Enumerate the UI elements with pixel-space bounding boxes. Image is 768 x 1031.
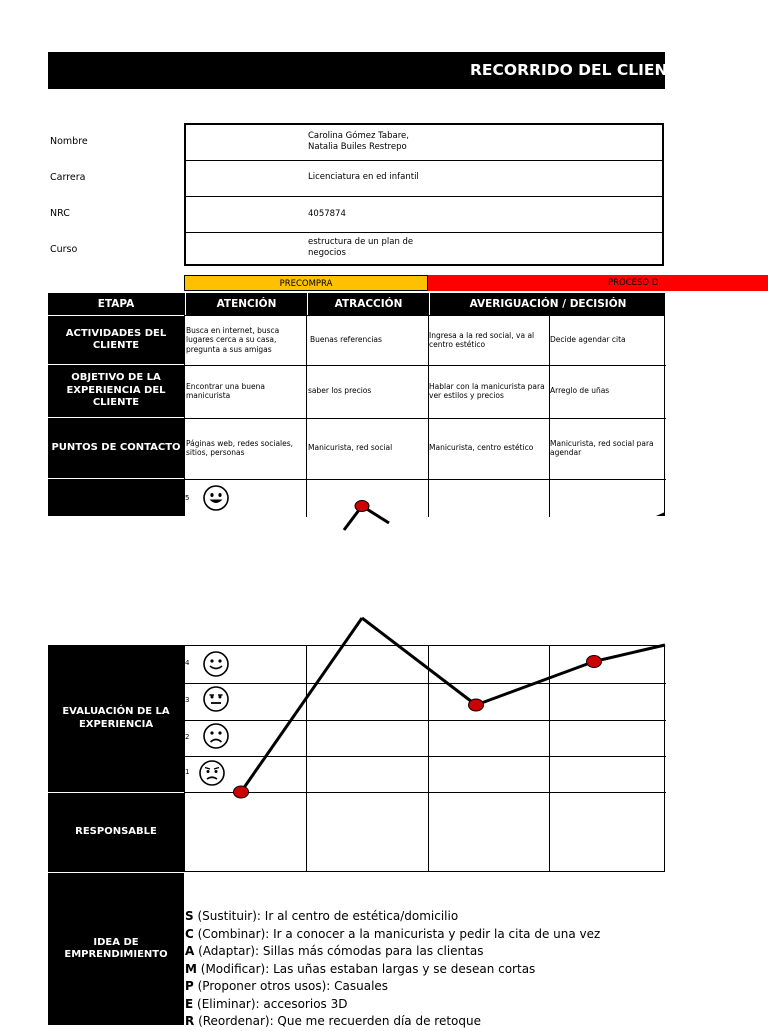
cell-puntos-1: Páginas web, redes sociales, sitios, personas	[186, 438, 294, 457]
phase-precompra: PRECOMPRA	[184, 275, 428, 291]
idea-p: P (Proponer otros usos): Casuales	[185, 979, 389, 993]
journey-point	[234, 786, 249, 798]
journey-point	[587, 656, 602, 668]
cell-actividades-1: Busca en internet, busca lugares cerca a su casa, pregunta a sus amigas	[186, 325, 280, 354]
score-4: 4	[185, 659, 190, 667]
journey-chart	[184, 645, 665, 805]
journey-point-atraccion	[355, 501, 369, 512]
idea-a: A (Adaptar): Sillas más cómodas para las clientas	[185, 944, 484, 958]
value-curso: estructura de un plan de negocios	[308, 237, 414, 258]
cell-objetivo-4: Arreglo de uñas	[550, 386, 610, 396]
value-nrc: 4057874	[308, 209, 346, 219]
header-etapa: ETAPA	[97, 298, 135, 310]
score-5: 5	[185, 494, 190, 502]
phase-proceso: PROCESO D	[428, 275, 768, 291]
row-label-actividades: ACTIVIDADES DEL CLIENTE	[48, 316, 184, 364]
cell-actividades-3: Ingresa a la red social, va al centro estético	[429, 330, 535, 349]
header-atraccion: ATRACCIÓN	[307, 293, 429, 315]
idea-r: R (Reordenar): Que me recuerden día de retoque	[185, 1014, 481, 1028]
header-averiguacion: AVERIGUACIÓN / DECISIÓN	[429, 293, 666, 315]
cell-puntos-3: Manicurista, centro estético	[429, 443, 534, 453]
idea-e: E (Eliminar): accesorios 3D	[185, 996, 348, 1011]
journey-chart-upper	[184, 479, 665, 516]
cell-actividades-2: Buenas referencias	[310, 335, 382, 345]
label-curso: Curso	[50, 244, 78, 255]
cell-objetivo-1: Encontrar una buena manicurista	[186, 381, 266, 400]
idea-m: M (Modificar): Las uñas estaban largas y se desean cortas	[185, 961, 536, 976]
value-carrera: Licenciatura en ed infantil	[308, 172, 419, 182]
value-nombre: Carolina Gómez Tabare, Natalia Builes Restrepo	[308, 131, 409, 152]
row-label-evaluacion: EVALUACIÓN DE LA EXPERIENCIA	[48, 645, 184, 792]
journey-line-segment	[362, 618, 476, 705]
score-3: 3	[185, 696, 190, 704]
journey-line-segment	[476, 662, 594, 706]
label-nombre: Nombre	[50, 136, 88, 147]
cell-puntos-4: Manicurista, red social para agendar	[550, 438, 654, 457]
row-label-idea: IDEA DE EMPRENDIMIENTO	[48, 872, 184, 1025]
row-label-eval-top	[48, 479, 184, 516]
cell-actividades-4: Decide agendar cita	[550, 335, 626, 345]
row-label-puntos: PUNTOS DE CONTACTO	[48, 418, 184, 478]
journey-point	[469, 699, 484, 711]
journey-line-segment	[241, 618, 362, 792]
score-1: 1	[185, 768, 190, 776]
title-banner	[48, 52, 689, 89]
idea-c: C (Combinar): Ir a conocer a la manicurista y pedir la cita de una vez	[185, 926, 601, 941]
page-title: RECORRIDO DEL CLIENTE	[470, 61, 689, 79]
idea-s: S (Sustituir): Ir al centro de estética/domicilio	[185, 909, 459, 923]
header-atencion: ATENCIÓN	[185, 293, 307, 315]
cell-puntos-2: Manicurista, red social	[308, 443, 393, 453]
label-carrera: Carrera	[50, 172, 86, 183]
cell-objetivo-2: saber los precios	[308, 386, 372, 396]
score-2: 2	[185, 733, 190, 741]
row-label-objetivo: OBJETIVO DE LA EXPERIENCIA DEL CLIENTE	[48, 365, 184, 417]
row-label-responsable: RESPONSABLE	[48, 792, 184, 872]
cell-objetivo-3: Hablar con la manicurista para ver estilos y precios	[429, 381, 545, 400]
label-nrc: NRC	[50, 208, 70, 219]
journey-line-segment	[594, 645, 665, 662]
student-info-box	[184, 123, 664, 266]
